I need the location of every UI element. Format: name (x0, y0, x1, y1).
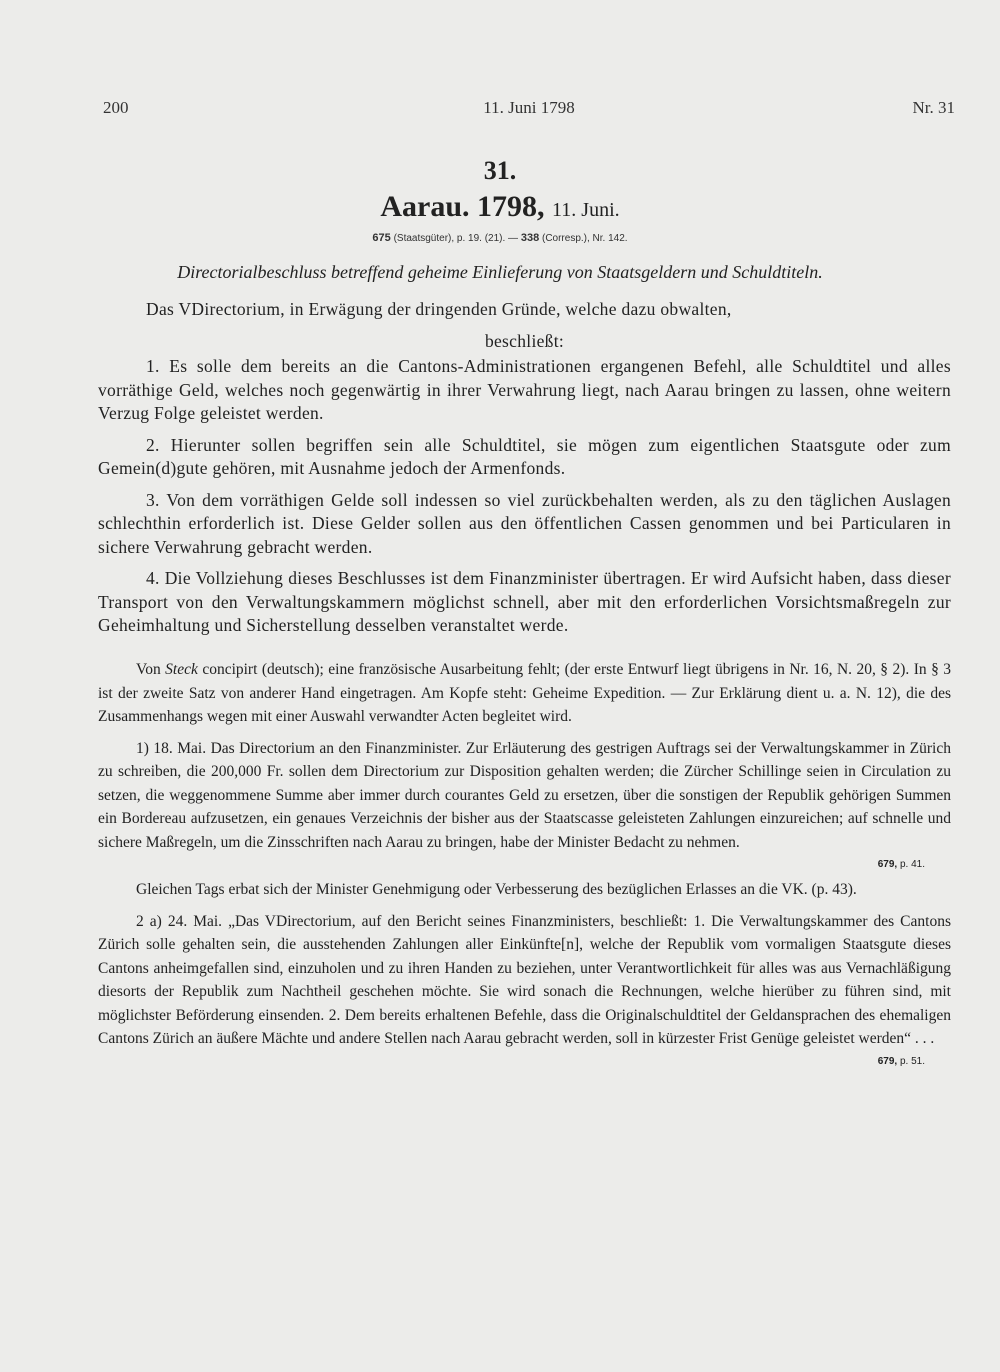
document-place-date (0, 190, 1000, 224)
article-3: 3. Von dem vorräthigen Gelde soll indessen so viel zurückbehalten werden, als zu den täglichen Auslagen schlechthin erforderlich ist. Diese Gelder sollen aus den öffentlichen Cassen genommen und bei Particularen in sichere Verwahrung gebracht werden. (98, 489, 951, 557)
intro-paragraph: Das VDirectorium, in Erwägung der dringenden Gründe, welche dazu obwalten, (146, 299, 732, 319)
page-number: 200 (103, 98, 129, 117)
editorial-notes (98, 658, 951, 1075)
document-source (0, 232, 1000, 244)
source-b-number: 338 (520, 232, 540, 244)
note-1-reference (98, 858, 925, 872)
article-4: 4. Die Vollziehung dieses Beschlusses ist dem Finanzminister übertragen. Er wird Aufsicht haben, dass dieser Transport von den Verwaltungskammern möglichst schnell, aber mit den erforderlichen Vorsichtsmaßregeln zur Geheimhaltung und Sicherstellung desselben veranstaltet werde. (98, 568, 951, 635)
note-provenance (98, 658, 951, 729)
article-1: 1. Es solle dem bereits an die Cantons-Administrationen ergangenen Befehl, alle Schuldtitel und alles vorräthige Geld, welches noch gegenwärtig in ihrer Verwahrung liegt, nach Aarau bringen zu lassen, ohne weitern Verzug Folge geleistet werden. (98, 356, 951, 423)
note-3: 2 a) 24. Mai. „Das VDirectorium, auf den Bericht seines Finanzministers, beschließt: 1. Die Verwaltungskammer des Cantons Zürich solle gehalten sein, die ausstehenden Zahlungen aller Einkünfte[n], welche der Republik vom vormaligen Staatsgute dieses Cantons anheimgefallen sind, einzuholen und zu ihren Handen zu beziehen, unter Verantwortlichkeit für alles was aus Vernachläßigung diesorts der Republik zum Nachtheil geschehen möchte. Sie wird sonach die Rechnungen, welche hierüber zu führen sind, mit möglichster Beförderung einsenden. 2. Dem bereits erhaltenen Befehle, dass die Originalschuldtitel der Geldansprachen des ehemaligen Cantons Zürich an äußere Mächte und andere Stellen nach Aarau gebracht werden, soll in kürzester Frist Genüge geleistet werden“ . . . (98, 912, 951, 1047)
document-date: 11. Juni. (552, 199, 620, 221)
note-provenance-text: concipirt (deutsch); eine französische Ausarbeitung fehlt; (der erste Entwurf liegt übrigens in Nr. 16, N. 20, § 2). In § 3 ist der zweite Satz von anderer Hand eingetragen. Am Kopfe steht: Geheime Expedition. — Zur Erklärung dient u. a. N. 12), die des Zusammenhangs wegen mit einer Auswahl verwandter Acten begleitet wird. (98, 661, 952, 725)
source-b-text: (Corresp.), Nr. 142. (541, 233, 628, 244)
header-document-number: Nr. 31 (912, 98, 955, 117)
note-3-ref-number: 679, (877, 1055, 898, 1067)
article-2: 2. Hierunter sollen begriffen sein alle Schuldtitel, sie mögen zum eigentlichen Staatsgute oder zum Gemein(d)gute gehören, mit Ausnahme jedoch der Armenfonds. (98, 434, 951, 478)
source-a-text: (Staatsgüter), p. 19. (21). — (393, 233, 519, 244)
note-3-ref-page: p. 51. (899, 1055, 925, 1067)
note-provenance-start: Von (136, 661, 161, 678)
document-subject: Directorialbeschluss betreffend geheime Einlieferung von Staatsgeldern und Schuldtiteln. (177, 262, 823, 282)
note-1: 1) 18. Mai. Das Directorium an den Finanzminister. Zur Erläuterung des gestrigen Auftrags sei der Verwaltungskammer in Zürich zu schreiben, die 200,000 Fr. sollen dem Directorium zur Disposition gehalten werden; die Zürcher Schillinge seien in Circulation zu setzen, die weggenommene Summe aber immer durch courantes Geld zu ersetzen, über die sonstigen der Republik gehörigen Summen ein Bordereau aufzusetzen, ein genaues Verzeichnis der bisher aus der Staatscasse geleisteten Zahlungen einzureichen; auf schnelle und sichere Maßregeln, um die Zinsschriften nach Aarau zu bringen, habe der Minister Bedacht zu nehmen. (98, 739, 951, 851)
source-a-number: 675 (372, 232, 391, 244)
note-1-ref-number: 679, (877, 859, 898, 870)
note-3-reference (98, 1055, 925, 1069)
note-2: Gleichen Tags erbat sich der Minister Genehmigung oder Verbesserung des bezüglichen Erlasses an die VK. (p. 43). (136, 881, 857, 898)
note-author-name: Steck (165, 661, 198, 678)
document-number: 31. (483, 156, 517, 185)
decision-word: beschließt: (484, 330, 565, 351)
header-date: 11. Juni 1798 (483, 98, 575, 117)
document-place: Aarau. 1798, (380, 190, 545, 223)
document-body (98, 298, 951, 646)
note-1-ref-page: p. 41. (899, 859, 925, 870)
